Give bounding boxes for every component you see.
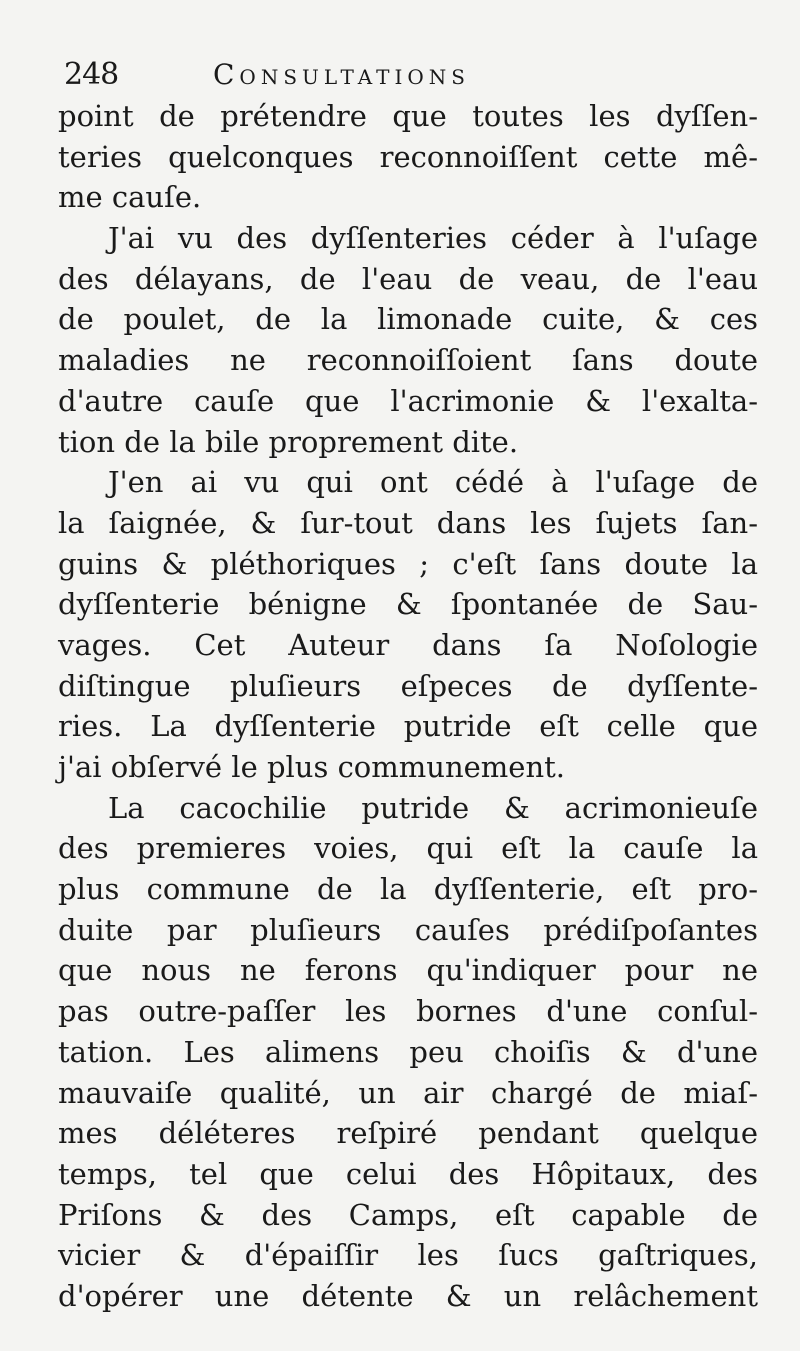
text-line: vicier & d'épaiſſir les ſucs gaſtriques,	[58, 1238, 758, 1273]
text-line: me cauſe.	[58, 180, 202, 215]
text-line: maladies ne reconnoiſſoient ſans doute	[58, 343, 758, 378]
text-line: duite par pluſieurs cauſes prédiſpoſantes	[58, 912, 758, 947]
text-line: dyſſenterie bénigne & ſpontanée de Sau-	[58, 587, 758, 622]
text-line: de poulet, de la limonade cuite, & ces	[58, 302, 758, 337]
text-line: diſtingue pluſieurs eſpeces de dyſſente-	[58, 668, 758, 703]
text-line: tion de la bile proprement dite.	[58, 424, 519, 459]
text-line: plus commune de la dyſſenterie, eſt pro-	[58, 872, 758, 907]
text-line: tation. Les alimens peu choiſis & d'une	[58, 1034, 758, 1069]
text-line: mauvaiſe qualité, un air chargé de miaſ-	[58, 1075, 758, 1110]
paragraph-start-line: J'ai vu des dyſſenteries céder à l'uſage	[108, 221, 758, 256]
paragraph-start-line: J'en ai vu qui ont cédé à l'uſage de	[108, 465, 758, 500]
text-line: point de prétendre que toutes les dyſſen-	[58, 99, 758, 133]
page-number: 248	[64, 57, 119, 92]
text-line: pas outre-paſſer les bornes d'une conſul-	[58, 994, 758, 1029]
text-block	[58, 50, 758, 1317]
text-line: la ſaignée, & ſur-tout dans les ſujets ſan-	[58, 505, 758, 540]
text-line: ries. La dyſſenterie putride eſt celle que	[58, 709, 758, 744]
running-head: Consultations	[213, 58, 470, 91]
paragraph-start-line: La cacochilie putride & acrimonieuſe	[108, 790, 758, 825]
text-line: d'opérer une détente & un relâchement	[58, 1278, 758, 1313]
page-header	[58, 50, 758, 96]
text-line: des délayans, de l'eau de veau, de l'eau	[58, 261, 758, 296]
text-line: que nous ne ferons qu'indiquer pour ne	[58, 953, 758, 988]
text-line: mes déléteres reſpiré pendant quelque	[58, 1116, 758, 1151]
text-line: Priſons & des Camps, eſt capable de	[58, 1197, 758, 1232]
text-line: vages. Cet Auteur dans ſa Noſologie	[58, 627, 758, 662]
text-line: guins & pléthoriques ; c'eſt ſans doute la	[58, 546, 758, 581]
text-line: j'ai obſervé le plus communement.	[58, 750, 565, 784]
text-line: des premieres voies, qui eſt la cauſe la	[58, 831, 758, 866]
text-line: teries quelconques reconnoiſſent cette mê-	[58, 139, 758, 174]
text-line: temps, tel que celui des Hôpitaux, des	[58, 1156, 758, 1191]
text-line: d'autre cauſe que l'acrimonie & l'exalta-	[58, 383, 758, 418]
